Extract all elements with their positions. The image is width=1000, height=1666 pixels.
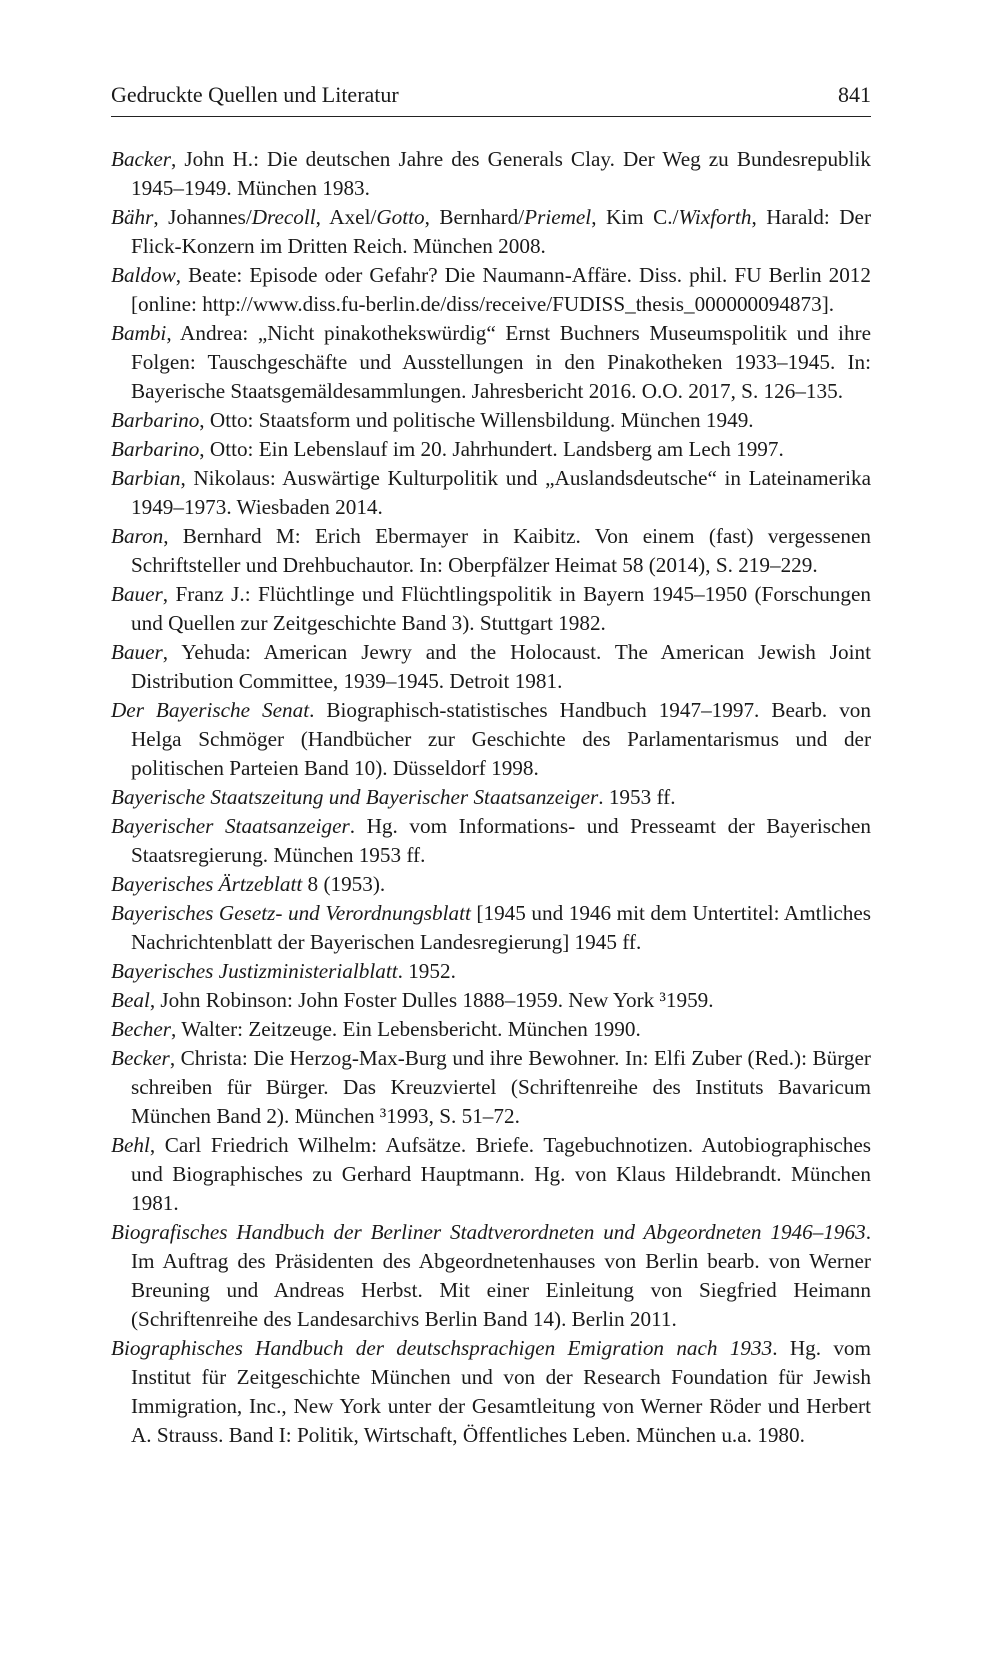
entry-text: , Beate: Episode oder Gefahr? Die Naumann-Affäre. Diss. phil. FU Berlin 2012 [online: http://www.diss.fu-berlin.de/diss/receive/FUDISS_thesis_000000094873].: [131, 263, 871, 316]
bibliography-entry: [111, 957, 871, 986]
entry-text: , Walter: Zeitzeuge. Ein Lebensbericht. München 1990.: [171, 1017, 641, 1041]
entry-author: Priemel: [524, 205, 592, 229]
bibliography-entry: [111, 145, 871, 203]
entry-text: . Im Auftrag des Präsidenten des Abgeordnetenhauses von Berlin bearb. von Werner Breuning und Andreas Herbst. Mit einer Einleitung von Siegfried Heimann (Schriftenreihe des Landesarchivs Berlin Band 14). Berlin 2011.: [131, 1220, 871, 1331]
entry-text: , Otto: Ein Lebenslauf im 20. Jahrhundert. Landsberg am Lech 1997.: [199, 437, 784, 461]
bibliography-entry: [111, 522, 871, 580]
entry-text: , Harald: Der Flick-Konzern im Dritten Reich. München 2008.: [131, 205, 871, 258]
entry-author: Barbarino: [111, 437, 200, 461]
entry-author: Der Bayerische Senat: [111, 698, 310, 722]
bibliography-entry: [111, 1131, 871, 1218]
entry-text: , Andrea: „Nicht pinakothekswürdig“ Ernst Buchners Museumspolitik und ihre Folgen: Tauschgeschäfte und Ausstellungen in den Pinakotheken 1933–1945. In: Bayerische Staatsgemäldesammlungen. Jahresbericht 2016. O.O. 2017, S. 126–135.: [131, 321, 871, 403]
entry-text: , Yehuda: American Jewry and the Holocaust. The American Jewish Joint Distribution Committee, 1939–1945. Detroit 1981.: [131, 640, 871, 693]
entry-text: . Hg. vom Informations- und Presseamt der Bayerischen Staatsregierung. München 1953 ff.: [131, 814, 871, 867]
entry-author: Bayerisches Ärtzeblatt: [111, 872, 303, 896]
entry-author: Bambi: [111, 321, 167, 345]
bibliography-entry: [111, 696, 871, 783]
page-number: 841: [838, 82, 871, 107]
bibliography-entry: [111, 406, 871, 435]
entry-text: , Nikolaus: Auswärtige Kulturpolitik und „Auslandsdeutsche“ in Lateinamerika 1949–1973. Wiesbaden 2014.: [131, 466, 871, 519]
entry-text: 8 (1953).: [302, 872, 386, 896]
bibliography-entry: [111, 1044, 871, 1131]
entry-text: . Biographisch-statistisches Handbuch 1947–1997. Bearb. von Helga Schmöger (Handbücher zur Geschichte des Parlamentarismus und der politischen Parteien Band 10). Düsseldorf 1998.: [131, 698, 871, 780]
bibliography-entry: [111, 261, 871, 319]
entry-author: Beal: [111, 988, 150, 1012]
bibliography-entry: [111, 1218, 871, 1334]
entry-author: Bayerisches Gesetz- und Verordnungsblatt: [111, 901, 471, 925]
entry-author: Becker: [111, 1046, 170, 1070]
entry-text: , Carl Friedrich Wilhelm: Aufsätze. Briefe. Tagebuchnotizen. Autobiographisches und Biographisches zu Gerhard Hauptmann. Hg. von Klaus Hildebrandt. München 1981.: [131, 1133, 871, 1215]
running-head-title: Gedruckte Quellen und Literatur: [111, 82, 399, 107]
entry-author: Gotto: [376, 205, 425, 229]
entry-author: Wixforth: [678, 205, 752, 229]
entry-author: Bayerische Staatszeitung und Bayerischer Staatsanzeiger: [111, 785, 599, 809]
bibliography-list: [111, 145, 871, 1450]
entry-text: , Kim C./: [591, 205, 679, 229]
entry-author: Bauer: [111, 640, 163, 664]
entry-author: Backer: [111, 147, 171, 171]
entry-author: Baldow: [111, 263, 176, 287]
entry-author: Bayerisches Justizministerialblatt: [111, 959, 398, 983]
entry-author: Behl: [111, 1133, 150, 1157]
entry-text: , Axel/: [315, 205, 377, 229]
entry-text: , John Robinson: John Foster Dulles 1888–1959. New York ³1959.: [149, 988, 714, 1012]
entry-text: . 1953 ff.: [598, 785, 676, 809]
bibliography-entry: [111, 783, 871, 812]
entry-text: [1945 und 1946 mit dem Untertitel: Amtliches Nachrichtenblatt der Bayerischen Landesregierung] 1945 ff.: [131, 901, 871, 954]
entry-author: Bauer: [111, 582, 163, 606]
bibliography-entry: [111, 1334, 871, 1450]
entry-text: , Christa: Die Herzog-Max-Burg und ihre Bewohner. In: Elfi Zuber (Red.): Bürger schreiben für Bürger. Das Kreuzviertel (Schriftenreihe des Instituts Bavaricum München Band 2). München ³1993, S. 51–72.: [131, 1046, 871, 1128]
header-rule: [111, 116, 871, 117]
entry-text: , Johannes/: [153, 205, 252, 229]
bibliography-entry: [111, 638, 871, 696]
bibliography-entry: [111, 899, 871, 957]
entry-text: , Bernhard/: [424, 205, 525, 229]
bibliography-entry: [111, 812, 871, 870]
bibliography-entry: [111, 464, 871, 522]
bibliography-entry: [111, 870, 871, 899]
entry-author: Baron: [111, 524, 164, 548]
entry-text: . 1952.: [397, 959, 456, 983]
bibliography-entry: [111, 435, 871, 464]
entry-text: , Bernhard M: Erich Ebermayer in Kaibitz. Von einem (fast) vergessenen Schriftsteller und Drehbuchautor. In: Oberpfälzer Heimat 58 (2014), S. 219–229.: [131, 524, 871, 577]
running-head: [111, 80, 871, 110]
entry-author: Biografisches Handbuch der Berliner Stadtverordneten und Abgeordneten 1946–1963: [111, 1220, 866, 1244]
bibliography-entry: [111, 203, 871, 261]
entry-text: , Otto: Staatsform und politische Willensbildung. München 1949.: [199, 408, 754, 432]
entry-author: Drecoll: [251, 205, 316, 229]
entry-author: Bayerischer Staatsanzeiger: [111, 814, 350, 838]
entry-text: , John H.: Die deutschen Jahre des Generals Clay. Der Weg zu Bundesrepublik 1945–1949. München 1983.: [131, 147, 871, 200]
entry-author: Barbian: [111, 466, 181, 490]
bibliography-entry: [111, 580, 871, 638]
entry-author: Biographisches Handbuch der deutschsprachigen Emigration nach 1933: [111, 1336, 773, 1360]
bibliography-entry: [111, 1015, 871, 1044]
bibliography-entry: [111, 986, 871, 1015]
entry-author: Becher: [111, 1017, 171, 1041]
bibliography-entry: [111, 319, 871, 406]
entry-author: Barbarino: [111, 408, 200, 432]
entry-author: Bähr: [111, 205, 154, 229]
entry-text: . Hg. vom Institut für Zeitgeschichte München und von der Research Foundation für Jewish Immigration, Inc., New York unter der Gesamtleitung von Werner Röder und Herbert A. Strauss. Band I: Politik, Wirtschaft, Öffentliches Leben. München u.a. 1980.: [131, 1336, 871, 1447]
entry-text: , Franz J.: Flüchtlinge und Flüchtlingspolitik in Bayern 1945–1950 (Forschungen und Quellen zur Zeitgeschichte Band 3). Stuttgart 1982.: [131, 582, 871, 635]
